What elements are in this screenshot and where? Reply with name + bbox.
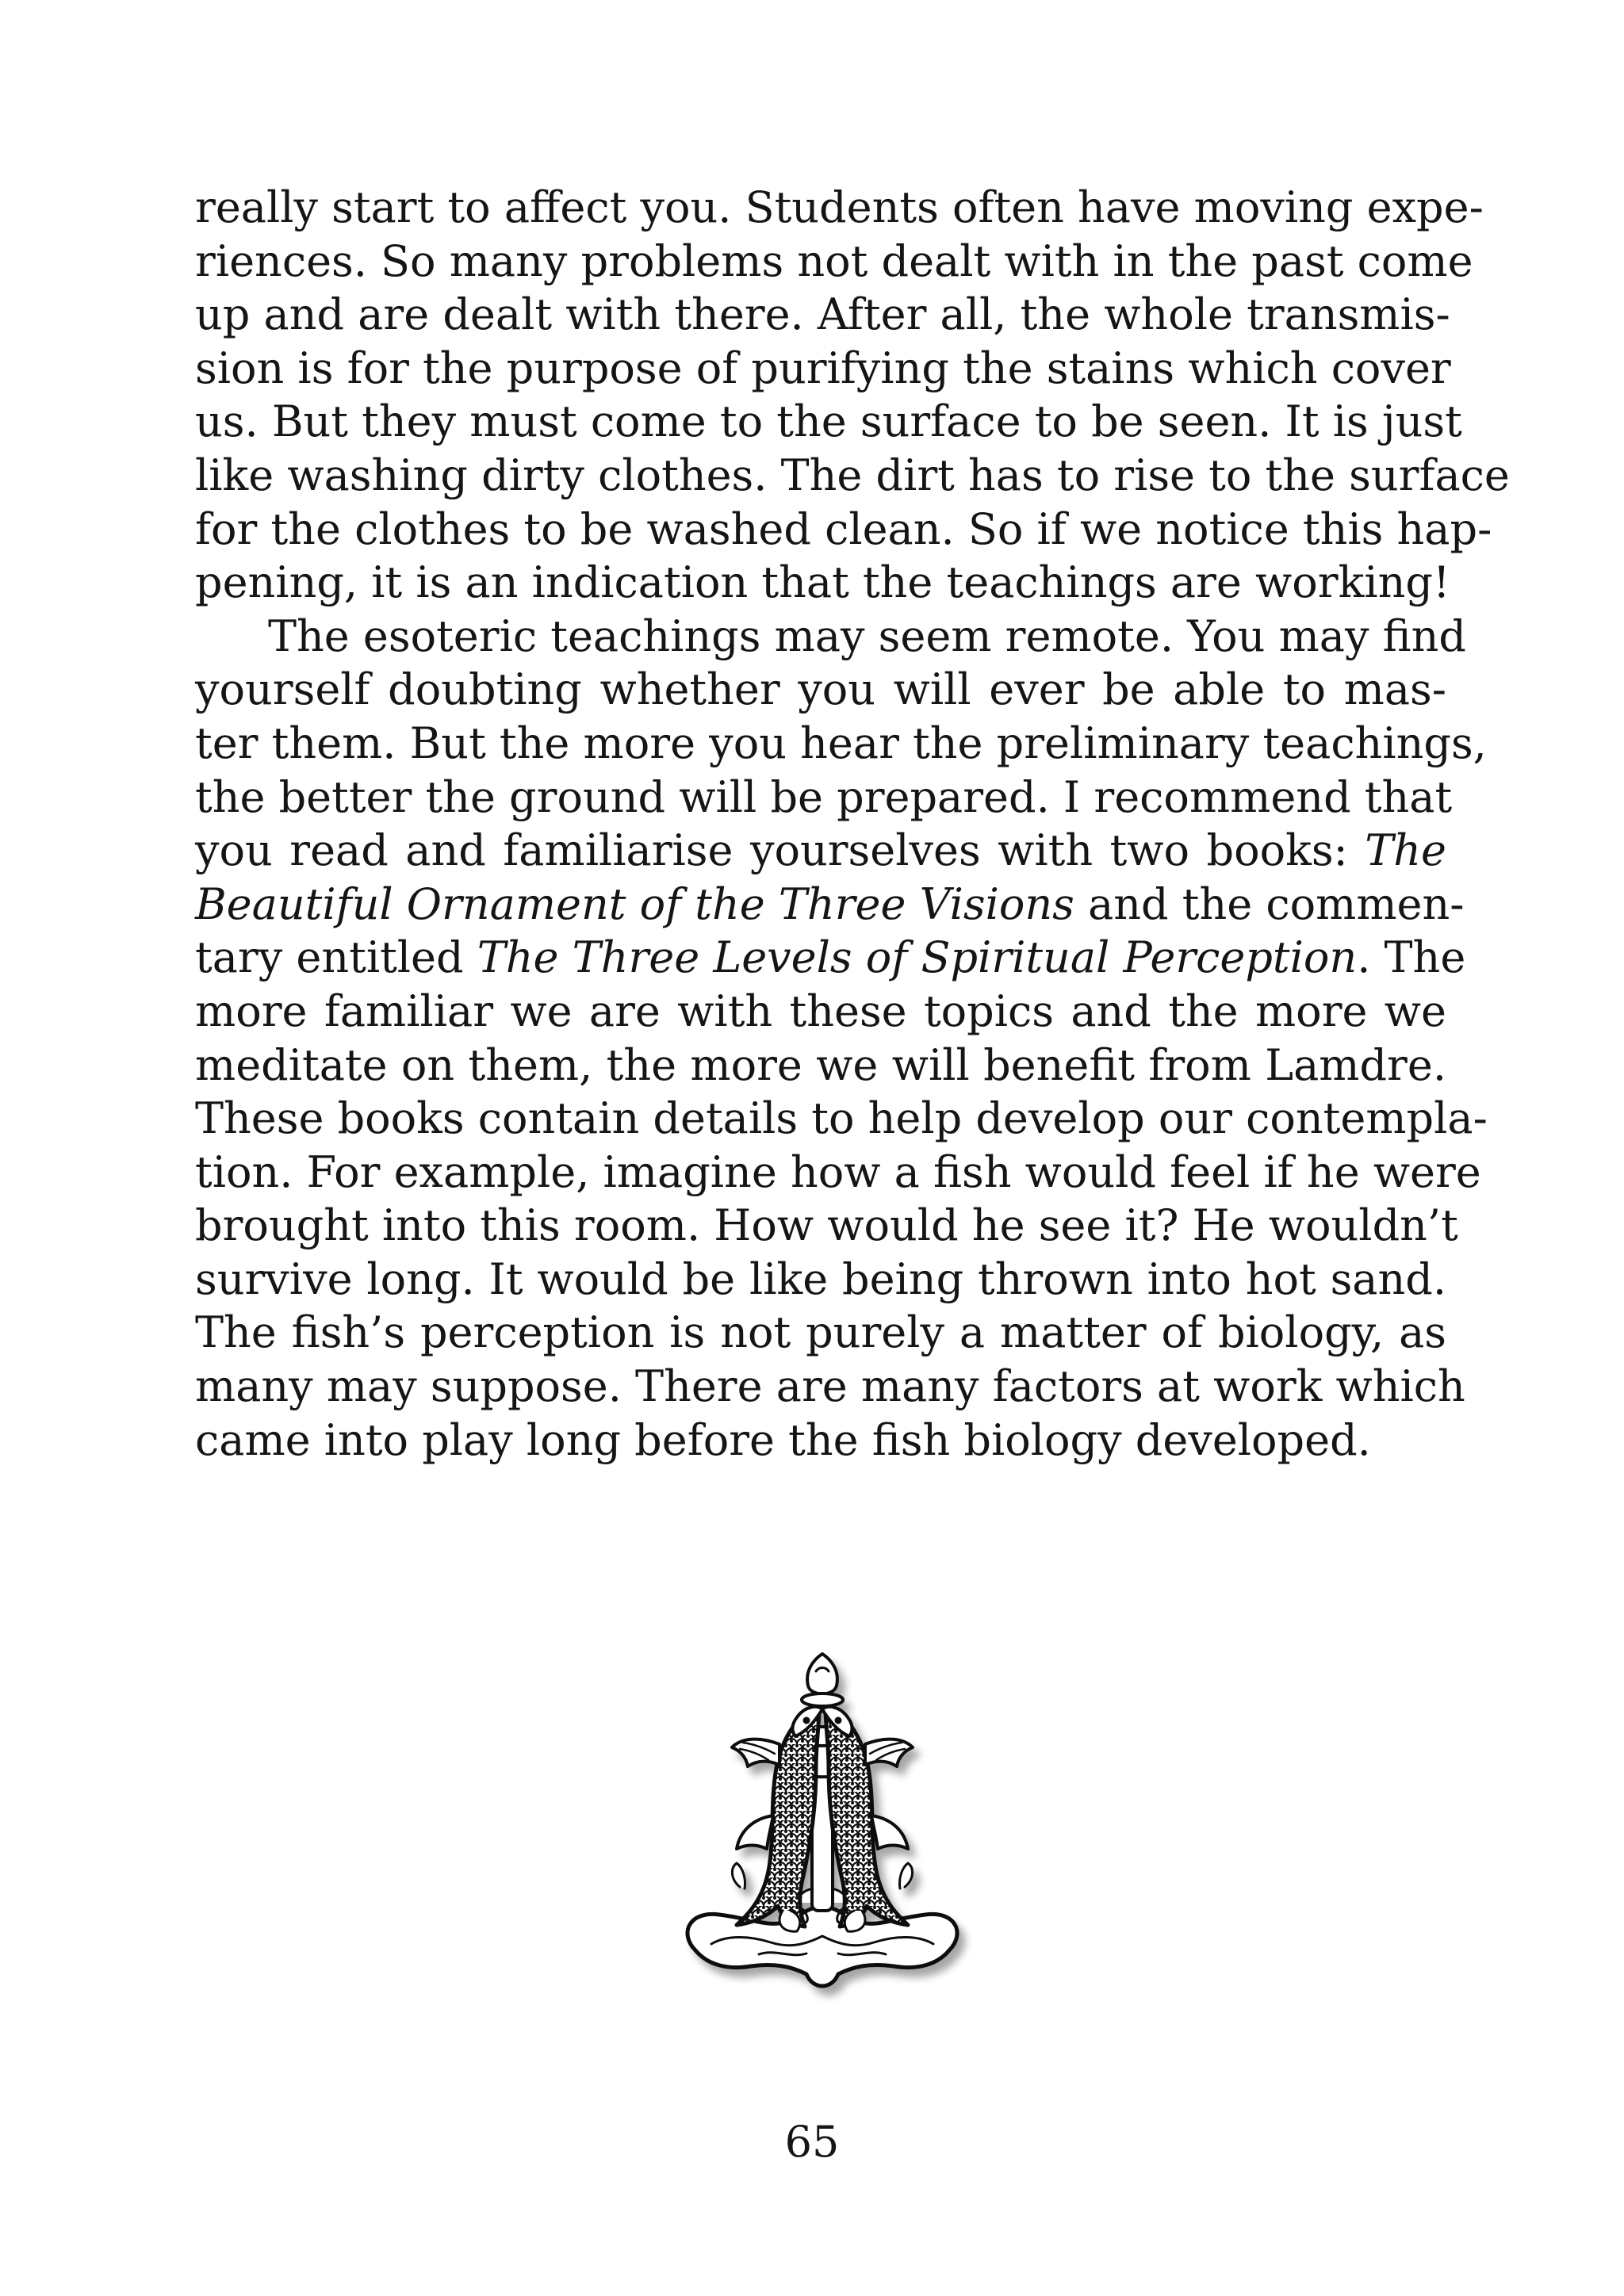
golden-fish-emblem-icon: [664, 1649, 981, 2014]
text-line: many may suppose. There are many factors at work which: [195, 1361, 1465, 1412]
text-line: tion. For example, imagine how a fish would feel if he were: [195, 1146, 1481, 1197]
page-number: 65: [784, 2117, 840, 2167]
text-line: survive long. It would be like being thrown into hot sand.: [195, 1253, 1446, 1304]
book-title-italic: The Three Levels of Spiritual Perception: [477, 932, 1358, 983]
text-line: pening, it is an indication that the teachings are working!: [195, 557, 1450, 608]
text-line: These books contain details to help develop our contempla-: [195, 1093, 1488, 1144]
text-line: The esoteric teachings may seem remote. You may find: [268, 610, 1466, 661]
text-line: really start to affect you. Students often have moving expe-: [195, 182, 1484, 232]
text-line: for the clothes to be washed clean. So if we notice this hap-: [195, 503, 1492, 554]
text-line: the better the ground will be prepared. I recommend that: [195, 771, 1453, 822]
text-line: meditate on them, the more we will benefit from Lamdre.: [195, 1039, 1446, 1090]
text-line: came into play long before the fish biology developed.: [195, 1414, 1371, 1465]
book-title-italic: Beautiful Ornament of the Three Visions: [195, 878, 1074, 929]
text-line: up and are dealt with there. After all, the whole transmis-: [195, 289, 1450, 340]
text-line: riences. So many problems not dealt with in the past come: [195, 235, 1473, 286]
text-segment: you read and familiarise yourselves with two books:: [195, 825, 1365, 876]
text-line: like washing dirty clothes. The dirt has to rise to the surface: [195, 450, 1510, 500]
text-line: [195, 878, 1465, 932]
text-segment: tary entitled: [195, 932, 477, 983]
book-title-italic: The: [1365, 825, 1446, 876]
text-line: yourself doubting whether you will ever be able to mas-: [195, 664, 1446, 715]
text-segment: and the commen-: [1074, 878, 1465, 929]
text-line: more familiar we are with these topics and the more we: [195, 985, 1446, 1036]
text-line: [195, 931, 1466, 985]
text-line: brought into this room. How would he see it? He wouldn’t: [195, 1200, 1458, 1251]
text-line: [195, 824, 1446, 878]
text-line: sion is for the purpose of purifying the stains which cover: [195, 342, 1451, 393]
paragraph-1: [195, 181, 1510, 610]
text-line: us. But they must come to the surface to be seen. It is just: [195, 396, 1462, 447]
body-text: [195, 181, 1510, 1467]
paragraph-2: [195, 610, 1488, 1468]
text-line: The fish’s perception is not purely a matter of biology, as: [195, 1307, 1446, 1358]
text-line: ter them. But the more you hear the preliminary teachings,: [195, 718, 1487, 768]
text-segment: . The: [1357, 932, 1466, 983]
